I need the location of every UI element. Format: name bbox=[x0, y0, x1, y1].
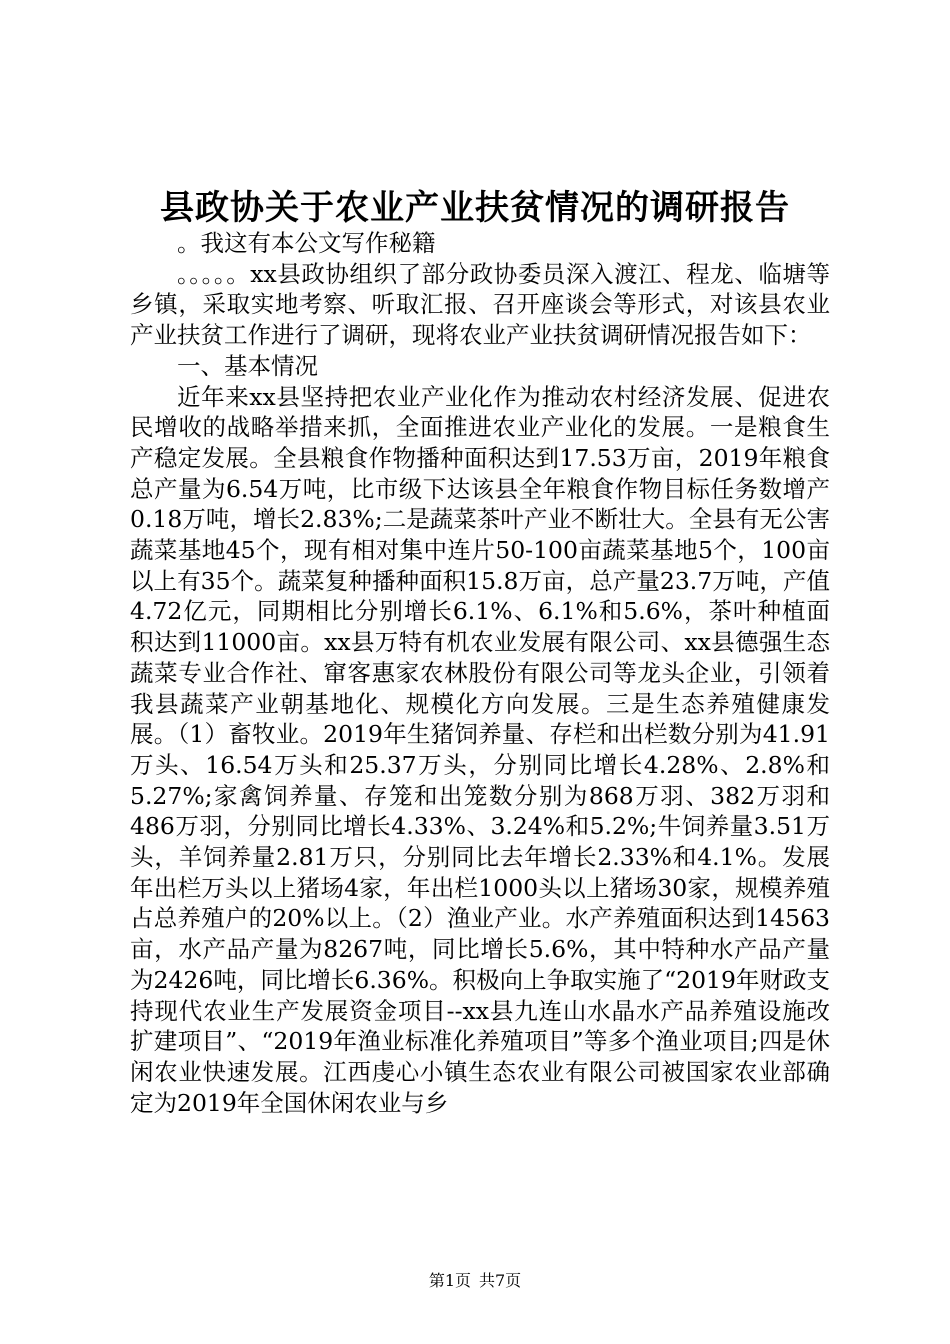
page-total: 共7页 bbox=[479, 1271, 522, 1290]
page-number: 第1页 bbox=[428, 1271, 471, 1290]
section-heading: 一、基本情况 bbox=[177, 351, 318, 380]
document-body bbox=[130, 228, 830, 1118]
intro-note: 。我这有本公文写作秘籍 bbox=[177, 229, 436, 257]
opening-paragraph: 。。。。。xx县政协组织了部分政协委员深入渡江、程龙、临塘等乡镇，采取实地考察、听取汇报、召开座谈会等形式，对该县农业产业扶贫工作进行了调研，现将农业产业扶贫调研情况报告如下： bbox=[130, 259, 830, 350]
body-paragraph: 近年来xx县坚持把农业产业化作为推动农村经济发展、促进农民增收的战略举措来抓，全面推进农业产业化的发展。一是粮食生产稳定发展。全县粮食作物播种面积达到17.53万亩，2019年粮食总产量为6.54万吨，比市级下达该县全年粮食作物目标任务数增产0.18万吨，增长2.83%;二是蔬菜茶叶产业不断壮大。全县有无公害蔬菜基地45个，现有相对集中连片50-100亩蔬菜基地5个，100亩以上有35个。蔬菜复种播种面积15.8万亩，总产量23.7万吨，产值4.72亿元，同期相比分别增长6.1%、6.1%和5.6%，茶叶种植面积达到11000亩。xx县万特有机农业发展有限公司、xx县德强生态蔬菜专业合作社、窜客惠家农林股份有限公司等龙头企业，引领着我县蔬菜产业朝基地化、规模化方向发展。三是生态养殖健康发展。（1）畜牧业。2019年生猪饲养量、存栏和出栏数分别为41.91万头、16.54万头和25.37万头，分别同比增长4.28%、2.8%和5.27%;家禽饲养量、存笼和出笼数分别为868万羽、382万羽和486万羽，分别同比增长4.33%、3.24%和5.2%;牛饲养量3.51万头，羊饲养量2.81万只，分别同比去年增长2.33%和4.1%。发展年出栏万头以上猪场4家，年出栏1000头以上猪场30家，规模养殖占总养殖户的20%以上。（2）渔业产业。水产养殖面积达到14563亩，水产品产量为8267吨，同比增长5.6%，其中特种水产品产量为2426吨，同比增长6.36%。积极向上争取实施了“2019年财政支持现代农业生产发展资金项目--xx县九连山水晶水产品养殖设施改扩建项目”、“2019年渔业标准化养殖项目”等多个渔业项目;四是休闲农业快速发展。江西虔心小镇生态农业有限公司被国家农业部确定为2019年全国休闲农业与乡 bbox=[130, 382, 830, 1117]
page-footer bbox=[0, 1271, 950, 1291]
document-title: 县政协关于农业产业扶贫情况的调研报告 bbox=[160, 188, 790, 228]
